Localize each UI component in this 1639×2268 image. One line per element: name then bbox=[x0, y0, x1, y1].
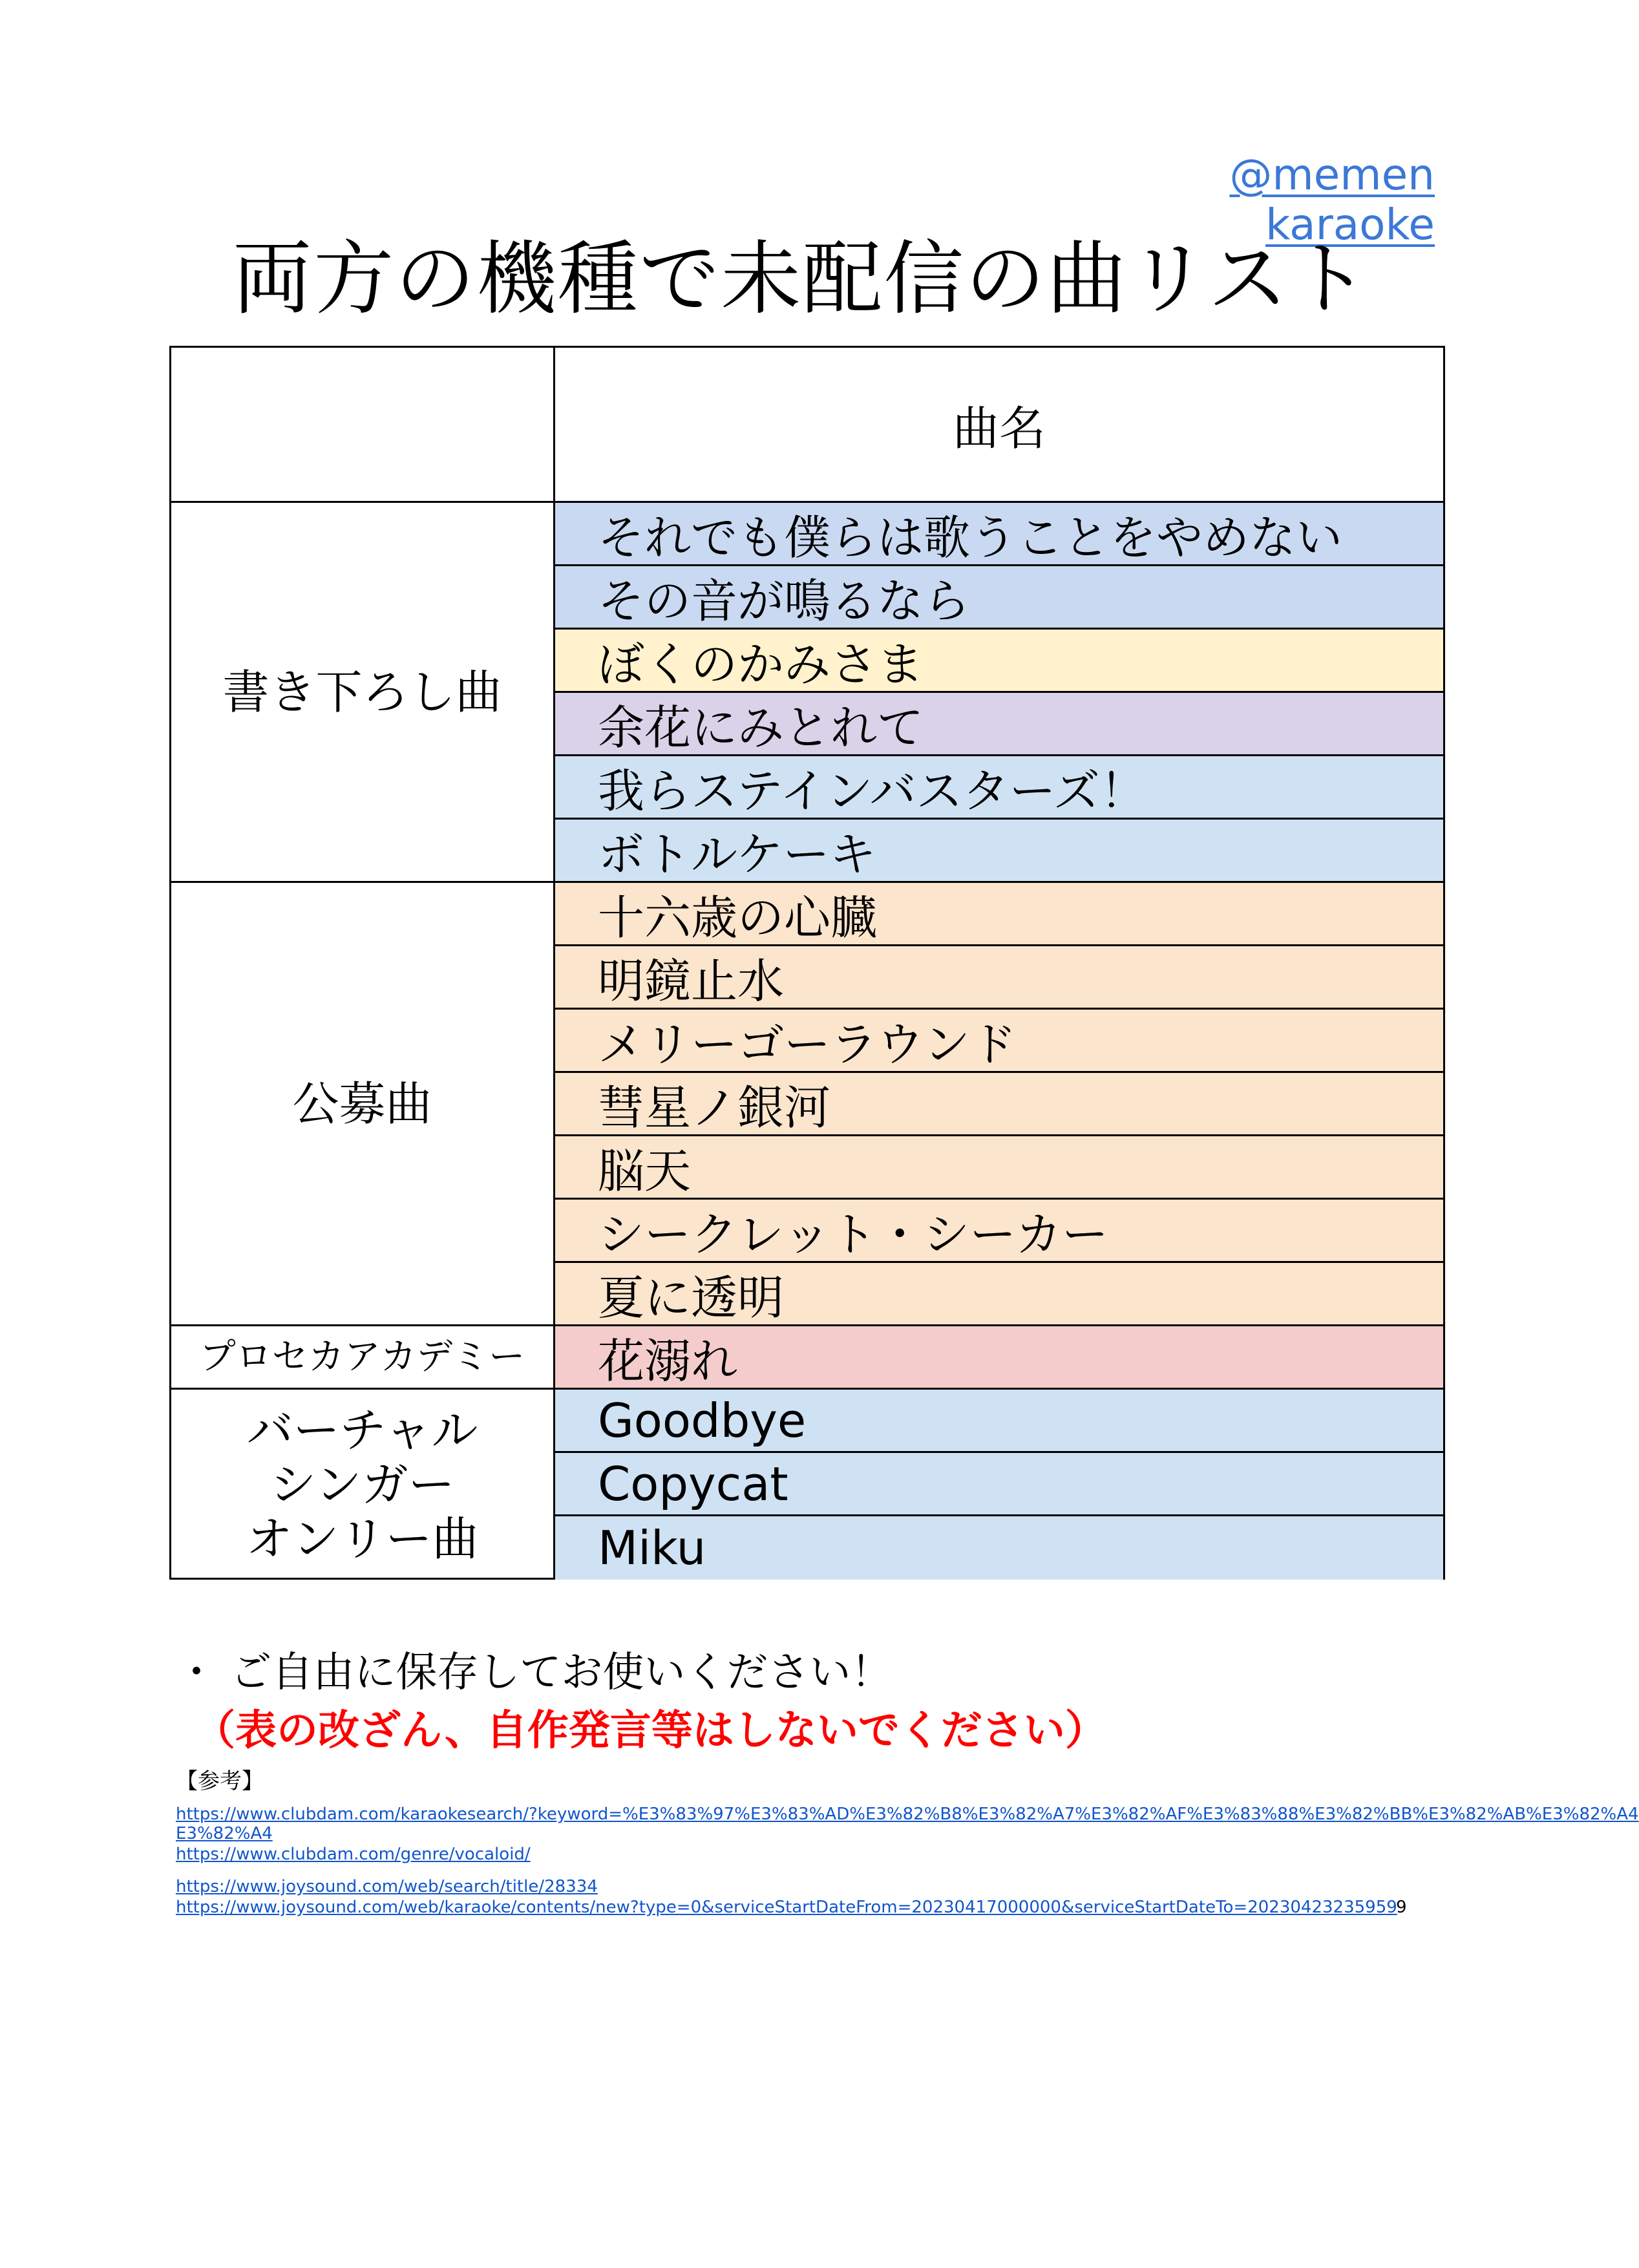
group-label-line: シンガー bbox=[270, 1457, 455, 1512]
note-warning: （表の改ざん、自作発言等はしないでください） bbox=[194, 1707, 1106, 1755]
reference-link-joysound-title[interactable]: https://www.joysound.com/web/search/title/28334 bbox=[176, 1877, 598, 1896]
song-row: シークレット・シーカー bbox=[555, 1200, 1443, 1263]
song-row: それでも僕らは歌うことをやめない bbox=[555, 503, 1443, 566]
group-label-line: オンリー曲 bbox=[246, 1512, 479, 1566]
song-row: その音が鳴るなら bbox=[555, 566, 1443, 630]
song-row: Goodbye bbox=[555, 1390, 1443, 1453]
table-header-blank bbox=[171, 348, 555, 503]
reference-link-joysound-new[interactable]: https://www.joysound.com/web/karaoke/contents/new?type=0&serviceStartDateFrom=20230417000000&serviceStartDateTo=20230423235959 bbox=[176, 1898, 1397, 1917]
song-table bbox=[169, 346, 1445, 1580]
song-row: 十六歳の心臓 bbox=[555, 883, 1443, 946]
group-virtual-singer-only bbox=[171, 1390, 555, 1580]
references-label: 【参考】 bbox=[176, 1768, 264, 1794]
reference-link-dam-search-continued[interactable]: E3%82%A4 bbox=[176, 1824, 273, 1843]
group-label-line: バーチャル bbox=[246, 1403, 478, 1457]
reference-link-dam-search[interactable]: https://www.clubdam.com/karaokesearch/?keyword=%E3%83%97%E3%83%AD%E3%82%B8%E3%82%A7%E3%82%AF%E3%83%88%E3%82%BB%E3%82%AB%E3%82%A4 bbox=[176, 1805, 1639, 1824]
author-handle-link[interactable]: @memen karaoke bbox=[1229, 150, 1435, 249]
song-row: 余花にみとれて bbox=[555, 693, 1443, 756]
group-contest-songs: 公募曲 bbox=[171, 883, 555, 1326]
table-header-song-name: 曲名 bbox=[555, 348, 1443, 503]
group-prosekai-academy: プロセカアカデミー bbox=[171, 1326, 555, 1390]
song-row: 明鏡止水 bbox=[555, 946, 1443, 1010]
song-row: Copycat bbox=[555, 1453, 1443, 1516]
song-row: 彗星ノ銀河 bbox=[555, 1073, 1443, 1136]
song-row: ぼくのかみさま bbox=[555, 630, 1443, 693]
page-title: 両方の機種で未配信の曲リスト bbox=[232, 233, 1371, 326]
song-row: 花溺れ bbox=[555, 1326, 1443, 1390]
song-row: 夏に透明 bbox=[555, 1263, 1443, 1326]
note-free-to-save: ・ ご自由に保存してお使いください！ bbox=[176, 1649, 893, 1697]
song-row: Miku bbox=[555, 1516, 1443, 1580]
song-row: 脳天 bbox=[555, 1136, 1443, 1200]
song-row: 我らステインバスターズ！ bbox=[555, 756, 1443, 820]
page-number: 9 bbox=[1396, 1898, 1407, 1917]
reference-link-dam-vocaloid[interactable]: https://www.clubdam.com/genre/vocaloid/ bbox=[176, 1845, 531, 1864]
group-written-songs: 書き下ろし曲 bbox=[171, 503, 555, 883]
song-row: ボトルケーキ bbox=[555, 820, 1443, 883]
song-row: メリーゴーラウンド bbox=[555, 1010, 1443, 1073]
